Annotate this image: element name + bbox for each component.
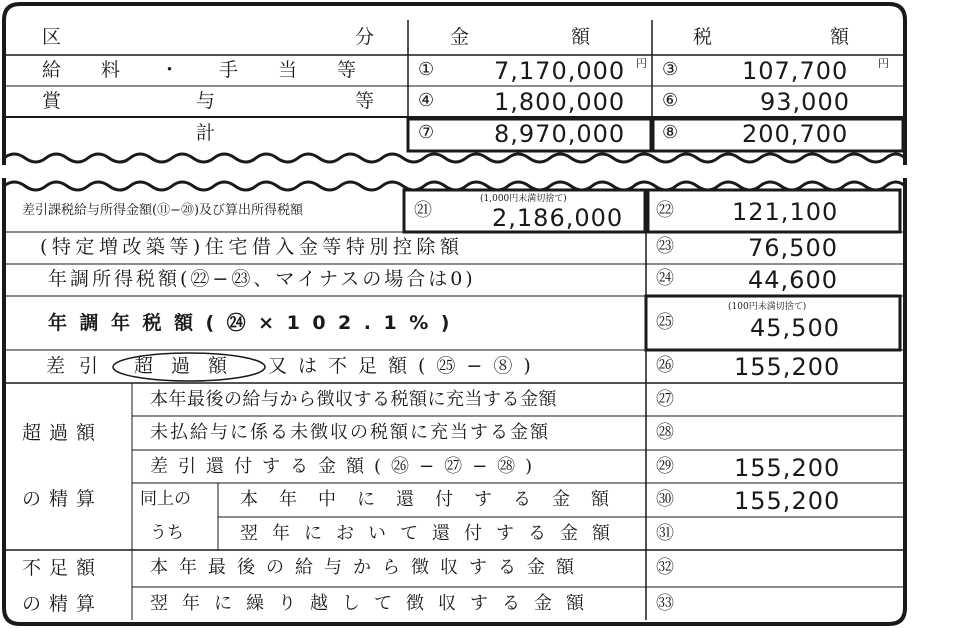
row-bonus-num-kin: ④ (418, 90, 435, 111)
r26-value: 155,200 (734, 353, 841, 381)
r33-label: 翌年に繰り越して徴収する金額 (150, 593, 598, 614)
row-total-amount: 8,970,000 (494, 120, 626, 148)
row-salary-yen-kin: 円 (636, 57, 647, 70)
header-kubun-2: 分 (355, 26, 375, 48)
r24-value: 44,600 (748, 266, 838, 294)
r23-label: (特定増改築等)住宅借入金等特別控除額 (40, 236, 464, 258)
row-salary-yen-zei: 円 (878, 57, 889, 70)
row-salary-label: 給料・手当等 (42, 59, 397, 81)
row-total-num-kin: ⑦ (418, 122, 435, 143)
r22-num: ㉒ (656, 200, 674, 221)
r25-note: (100円未満切捨て) (728, 302, 807, 312)
r28-label: 未払給与に係る未徴収の税額に充当する金額 (150, 422, 550, 443)
row-bonus-label-2: 与 (196, 90, 216, 112)
row-salary-amount: 7,170,000 (494, 57, 626, 85)
r25-value: 45,500 (750, 314, 840, 342)
r30-num: ㉚ (656, 489, 674, 510)
r21-num: ㉑ (414, 200, 432, 221)
r24-num: ㉔ (656, 268, 674, 289)
r27-label: 本年最後の給与から徴収する税額に充当する金額 (150, 389, 557, 410)
r25-label: 年調年税額(㉔×102.1%) (48, 312, 462, 334)
r26-num: ㉖ (656, 355, 674, 376)
group1-label-top: 超過額 (22, 422, 104, 444)
r26-label-circled: 超過額 (134, 355, 246, 377)
row-bonus-tax: 93,000 (760, 88, 850, 116)
subgroup-label-bottom: うち (150, 523, 184, 543)
top-wave (4, 154, 905, 162)
r29-label: 差引還付する金額(㉖−㉗−㉘) (150, 456, 543, 477)
group2-label-top: 不足額 (22, 557, 104, 579)
r25-num: ㉕ (656, 312, 674, 333)
row-bonus-label-3: 等 (355, 90, 375, 112)
r26-label-post: 又は不足額(㉕−⑧) (268, 355, 542, 377)
r31-num: ㉛ (656, 523, 674, 544)
group1-label-bottom: の精算 (22, 488, 104, 510)
r32-label: 本年最後の給与から徴収する金額 (150, 557, 585, 578)
r29-num: ㉙ (656, 456, 674, 477)
r32-num: ㉜ (656, 557, 674, 578)
r21-value: 2,186,000 (492, 204, 624, 232)
r23-value: 76,500 (748, 234, 838, 262)
r22-value: 121,100 (732, 198, 839, 226)
header-kubun-1: 区 (42, 26, 62, 48)
row-total-label: 計 (196, 122, 216, 144)
r29-value: 155,200 (734, 454, 841, 482)
row-total-num-zei: ⑧ (662, 122, 679, 143)
r23-num: ㉓ (656, 236, 674, 257)
r21-note: (1,000円未満切捨て) (480, 194, 567, 204)
row-bonus-amount: 1,800,000 (494, 88, 626, 116)
r30-label: 本年中に還付する金額 (240, 489, 630, 510)
row-salary-tax: 107,700 (742, 57, 849, 85)
r31-label: 翌年において還付する金額 (240, 523, 624, 544)
row-total-tax: 200,700 (742, 120, 849, 148)
row-bonus-num-zei: ⑥ (662, 90, 679, 111)
header-zeigaku: 税額 (693, 26, 967, 48)
r33-num: ㉝ (656, 593, 674, 614)
header-kingaku: 金額 (450, 26, 693, 48)
row-salary-num-zei: ③ (662, 59, 679, 80)
r30-value: 155,200 (734, 487, 841, 515)
r24-label: 年調所得税額(㉒−㉓、マイナスの場合は0) (48, 268, 476, 290)
row-bonus-label-1: 賞 (42, 90, 62, 112)
r26-label-pre: 差引 (46, 355, 113, 377)
row-salary-num-kin: ① (418, 59, 435, 80)
r21-label: 差引課税給与所得金額(⑪−⑳)及び算出所得税額 (22, 203, 304, 218)
r27-num: ㉗ (656, 389, 674, 410)
subgroup-label-top: 同上の (140, 489, 191, 509)
r28-num: ㉘ (656, 422, 674, 443)
group2-label-bottom: の精算 (22, 593, 104, 615)
